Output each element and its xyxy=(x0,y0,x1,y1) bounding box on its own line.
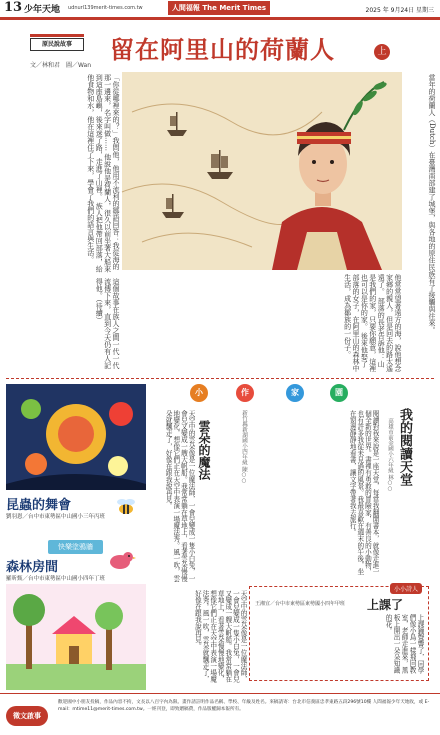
story-paragraph: 後來他娶了部落的女子，在阿里山的森林中生活，成為鄒族的一份子。 xyxy=(343,274,369,372)
cloud-article-text-cont xyxy=(150,590,246,688)
poem-body: 上課鐘聲響了，同學們像小鳥一樣飛回教室，老師走進來，黑板上開出一朵朵知識的花。 xyxy=(384,614,424,674)
artwork-title: 森林房間 xyxy=(6,560,59,575)
cloud-article-title: 雲朵的魔法 xyxy=(197,420,211,480)
story-byline: 文／林和君 圖／Wan xyxy=(30,62,92,69)
story-title: 留在阿里山的荷蘭人 xyxy=(110,35,335,64)
artwork-author: 劉羽恩／台中市東勢區中山國小三年丙班 xyxy=(6,514,106,520)
poem-text xyxy=(256,614,424,678)
story-tag: 原民說故事 xyxy=(30,38,84,51)
poem-badge: 小小詩人 xyxy=(390,583,422,594)
artwork-forest-room xyxy=(6,584,146,690)
poem-author: 王湘宜／台中市東勢區東勢國小四年甲班 xyxy=(255,601,346,607)
reading-paragraph: 閱讀對我來說是一座天堂，每當我翻開書本，就像走進一個全新的世界。書裡有勇敢的冒險家，有善良的小動物，也有許多我從未見過的風景。我最喜歡在週末的午後，坐在窗邊靜靜地看書，讓文字帶著我去旅行。 xyxy=(348,410,379,575)
story-paragraph: 他說他是荷蘭人，很久以前坐著大船來到這座島嶼，後來迷了路，走進了山裡。 xyxy=(95,74,112,273)
column-badge-circle: 園 xyxy=(330,384,348,402)
story-paragraph: 「你從哪裡來的？」我問他，他用不流利的鄒語回答：我從海的那一邊來，名字叫做…… xyxy=(103,74,120,270)
contribution-ribbon: 快樂塗鴉牆 xyxy=(48,540,103,554)
call-for-submissions-badge: 徵文啟事 xyxy=(6,706,48,726)
artwork-insect-ball xyxy=(6,384,146,490)
page-header xyxy=(0,0,440,18)
story-paragraph: 這個故事在族人之間一代一代流傳下來，直到今天仍有人記得他。（待續） xyxy=(95,278,120,369)
cloud-paragraph: 天空中的雲朵像是一位魔法師，一會兒變成一隻小白兔，一會兒又變成一艘大帆船。我常常躺在草地上，看著雲朵慢慢地變化，想像它們正在天空中表演一場魔法秀。風一吹，雲朵就飄走了，好像在跟我說再見。 xyxy=(193,590,247,683)
section-title: 少年天地 xyxy=(24,5,61,15)
bird-icon xyxy=(106,548,136,572)
site-url[interactable]: udnurl139merit-times.com.tw xyxy=(68,5,143,11)
bee-icon xyxy=(114,496,138,518)
story-part-badge: 上 xyxy=(374,44,390,60)
header-divider xyxy=(0,18,440,20)
story-column-right xyxy=(404,74,436,374)
call-for-submissions-text: 歡迎國中小朋友投稿，作品內容不拘，文長以八百字內為限。畫作請註明作品名稱、學校、年級及姓名。來稿請寄：台北市信義區忠孝東路五段296號10樓 人間福報少年天地收，或 E-mail：mtime11@merit-times.com.tw。一經刊登，即致贈稿費，作品版權歸本報所有。 xyxy=(58,700,430,712)
tag-accent xyxy=(30,34,84,37)
reading-article-author xyxy=(380,418,394,538)
newspaper-logo: 人間福報 The Merit Times xyxy=(168,1,270,15)
section-divider xyxy=(6,378,434,379)
column-badge-circle: 作 xyxy=(236,384,254,402)
story-paragraph: 他常常望著遠方的海，說他想念家鄉的親人，但是回去的路太遙遠了。 xyxy=(377,274,402,372)
story-column-left xyxy=(6,74,120,274)
column-badge-circle: 小 xyxy=(190,384,208,402)
page-number: 13 xyxy=(4,0,23,15)
reading-article-text xyxy=(252,410,378,580)
reading-article-title: 我的閱讀天堂 xyxy=(397,408,412,486)
issue-date: 2025 年 9月24日 星期三 xyxy=(365,7,434,14)
cloud-paragraph: 天空中的雲朵像是一位魔法師，一會兒變成一隻小白兔，一會兒又變成一艘大帆船。我常常躺在草地上，看著雲朵慢慢地變化，想像它們正在天空中表演一場魔法秀。風一吹，雲朵就飄走了，好像在跟我說再見。 xyxy=(164,410,195,582)
story-illustration xyxy=(122,72,402,270)
story-column-lower-left xyxy=(6,278,120,374)
column-badge-circle: 家 xyxy=(286,384,304,402)
cloud-author: 新竹縣新湖國小四年級 陳○○ xyxy=(241,410,247,485)
story-paragraph: 部落的長老告訴他：山是我們的家，只要你願意，這裡也可以是你的家。 xyxy=(360,274,386,372)
story-column-bottom xyxy=(122,274,402,374)
reading-author: 高雄市前金國小六年級 林○○ xyxy=(387,418,393,493)
story-paragraph: 族人把他帶回部落，給他食物和水，他在這裡住了下來，學會了我們的語言與生活。 xyxy=(86,74,104,273)
poem-title: 上課了 xyxy=(367,598,404,612)
artwork-title: 昆蟲的舞會 xyxy=(6,498,72,513)
cloud-article-text xyxy=(150,410,194,584)
artwork-author: 羅昕甄／台中市東勢區中山國小四年丁班 xyxy=(6,576,106,582)
story-paragraph: 當年的荷蘭人（Dutch）在臺灣南部建了城堡，與各地的原住民族有了接觸與往來。 xyxy=(428,74,436,334)
cloud-article-author xyxy=(212,410,248,584)
